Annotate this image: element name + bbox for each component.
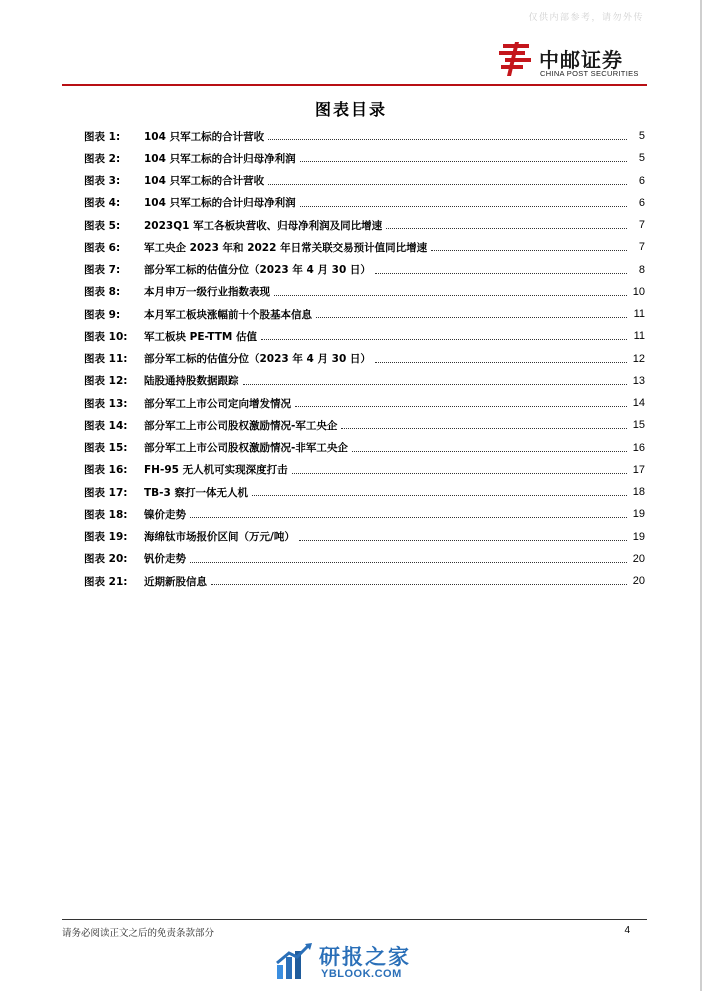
toc-entry[interactable]	[84, 281, 645, 303]
toc-entry-label: 图表 3:	[84, 175, 121, 188]
toc-entry-title: 本月军工板块涨幅前十个股基本信息	[144, 308, 312, 321]
toc-entry-page: 5	[638, 152, 645, 165]
toc-dot-leader	[375, 272, 627, 274]
toc-entry-label: 图表 11:	[84, 353, 128, 366]
toc-entry-page: 11	[633, 308, 645, 321]
toc-entry[interactable]	[84, 414, 645, 436]
toc-entry[interactable]	[84, 481, 645, 503]
toc-title: 图表目录	[314, 100, 387, 119]
footer-disclaimer: 请务必阅读正文之后的免责条款部分	[62, 928, 215, 939]
toc-dot-leader	[243, 383, 628, 385]
toc-dot-leader	[292, 472, 627, 474]
toc-entry-page: 16	[632, 441, 645, 454]
toc-entry-title: 部分军工标的估值分位（2023 年 4 月 30 日）	[144, 353, 371, 366]
toc-entry-title: 陆股通持股数据跟踪	[144, 375, 239, 388]
toc-entry-title: 104 只军工标的合计归母净利润	[144, 197, 296, 210]
toc-entry[interactable]	[84, 526, 645, 548]
toc-entry-page: 17	[632, 463, 645, 476]
toc-entry-label: 图表 19:	[84, 531, 128, 544]
toc-dot-leader	[352, 450, 627, 452]
toc-entry[interactable]	[84, 392, 645, 414]
toc-dot-leader	[190, 516, 627, 518]
toc-entry-page: 12	[632, 352, 645, 365]
toc-entry[interactable]	[84, 192, 645, 214]
toc-entry-page: 15	[632, 419, 645, 432]
toc-entry-title: 2023Q1 军工各板块营收、归母净利润及同比增速	[144, 219, 383, 232]
toc-entry[interactable]	[84, 214, 645, 236]
toc-entry[interactable]	[84, 570, 645, 592]
logo-chinese-name: 中邮证券	[539, 48, 623, 72]
toc-entry-title: 部分军工标的估值分位（2023 年 4 月 30 日）	[144, 264, 371, 277]
toc-entry[interactable]	[84, 348, 645, 370]
toc-entry-label: 图表 15:	[84, 442, 128, 455]
watermark-text: 仅供内部参考，请勿外传	[528, 13, 644, 23]
toc-entry-label: 图表 16:	[84, 464, 128, 477]
toc-entry[interactable]	[84, 325, 645, 347]
toc-entry[interactable]	[84, 370, 645, 392]
toc-entry-page: 11	[633, 330, 645, 343]
toc-entry-label: 图表 18:	[84, 508, 128, 521]
toc-entry-page: 8	[638, 263, 645, 276]
company-logo	[497, 42, 647, 82]
toc-entry-title: 部分军工上市公司股权激励情况-非军工央企	[144, 442, 348, 455]
site-logo-chinese: 研报之家	[319, 945, 411, 969]
header-divider	[62, 84, 647, 86]
toc-dot-leader	[316, 316, 627, 318]
toc-dot-leader	[300, 205, 627, 207]
toc-entry[interactable]	[84, 236, 645, 258]
toc-entry-title: FH-95 无人机可实现深度打击	[144, 464, 288, 477]
toc-dot-leader	[299, 539, 627, 541]
toc-entry-page: 19	[632, 508, 645, 521]
toc-entry-page: 6	[638, 196, 645, 209]
toc-entry-page: 19	[632, 530, 645, 543]
toc-dot-leader	[386, 227, 627, 229]
page-number: 4	[624, 925, 630, 936]
toc-entry-title: 近期新股信息	[144, 575, 207, 588]
toc-entry-page: 10	[632, 285, 645, 298]
toc-entry-title: 镍价走势	[144, 508, 186, 521]
toc-dot-leader	[252, 494, 627, 496]
toc-dot-leader	[295, 405, 627, 407]
toc-dot-leader	[300, 160, 627, 162]
toc-entry[interactable]	[84, 170, 645, 192]
toc-entry-label: 图表 14:	[84, 419, 128, 432]
toc-entry-label: 图表 1:	[84, 130, 121, 143]
toc-entry-title: 部分军工上市公司股权激励情况-军工央企	[144, 419, 338, 432]
toc-dot-leader	[261, 338, 627, 340]
toc-dot-leader	[274, 294, 627, 296]
toc-dot-leader	[341, 427, 627, 429]
toc-entry-label: 图表 10:	[84, 330, 128, 343]
toc-entry[interactable]	[84, 503, 645, 525]
toc-entry-label: 图表 5:	[84, 219, 121, 232]
site-logo-english: YBLOOK.COM	[321, 968, 402, 980]
toc-entry[interactable]	[84, 147, 645, 169]
toc-entry-title: 海绵钛市场报价区间（万元/吨）	[144, 531, 295, 544]
toc-dot-leader	[190, 561, 627, 563]
toc-entry-label: 图表 8:	[84, 286, 121, 299]
toc-dot-leader	[375, 361, 627, 363]
toc-entry[interactable]	[84, 548, 645, 570]
toc-entry-page: 7	[638, 219, 645, 232]
toc-entry-page: 7	[638, 241, 645, 254]
footer-divider	[62, 919, 647, 920]
toc-entry-label: 图表 20:	[84, 553, 128, 566]
toc-entry-title: 部分军工上市公司定向增发情况	[144, 397, 291, 410]
table-of-figures	[84, 125, 645, 592]
toc-entry-label: 图表 13:	[84, 397, 128, 410]
toc-dot-leader	[268, 138, 627, 140]
toc-entry[interactable]	[84, 125, 645, 147]
toc-entry-page: 18	[632, 486, 645, 499]
toc-dot-leader	[268, 183, 627, 185]
toc-entry-label: 图表 7:	[84, 264, 121, 277]
logo-english-name: CHINA POST SECURITIES	[540, 69, 639, 78]
toc-entry-page: 20	[632, 552, 645, 565]
toc-entry-page: 13	[632, 374, 645, 387]
toc-entry[interactable]	[84, 259, 645, 281]
toc-entry-title: 104 只军工标的合计营收	[144, 175, 265, 188]
toc-entry-title: 钒价走势	[144, 553, 186, 566]
toc-entry-label: 图表 17:	[84, 486, 128, 499]
toc-entry-title: TB-3 察打一体无人机	[144, 486, 248, 499]
toc-entry-label: 图表 6:	[84, 241, 121, 254]
toc-entry-page: 20	[632, 575, 645, 588]
toc-entry-page: 14	[632, 397, 645, 410]
toc-entry-label: 图表 4:	[84, 197, 121, 210]
toc-entry-page: 5	[638, 130, 645, 143]
site-watermark-logo	[275, 941, 445, 985]
bar-chart-logo-icon	[275, 943, 313, 981]
china-post-emblem-icon	[497, 42, 533, 76]
toc-entry-label: 图表 21:	[84, 575, 128, 588]
toc-entry[interactable]	[84, 303, 645, 325]
toc-entry[interactable]	[84, 459, 645, 481]
toc-entry-label: 图表 9:	[84, 308, 121, 321]
toc-entry-title: 104 只军工标的合计归母净利润	[144, 152, 296, 165]
toc-entry-title: 军工央企 2023 年和 2022 年日常关联交易预计值同比增速	[144, 241, 428, 254]
toc-dot-leader	[211, 583, 627, 585]
toc-entry-page: 6	[638, 174, 645, 187]
toc-entry-title: 104 只军工标的合计营收	[144, 130, 265, 143]
toc-entry-title: 本月申万一级行业指数表现	[144, 286, 270, 299]
toc-entry-label: 图表 12:	[84, 375, 128, 388]
toc-entry[interactable]	[84, 437, 645, 459]
toc-entry-title: 军工板块 PE-TTM 估值	[144, 330, 258, 343]
toc-entry-label: 图表 2:	[84, 152, 121, 165]
toc-dot-leader	[431, 249, 627, 251]
